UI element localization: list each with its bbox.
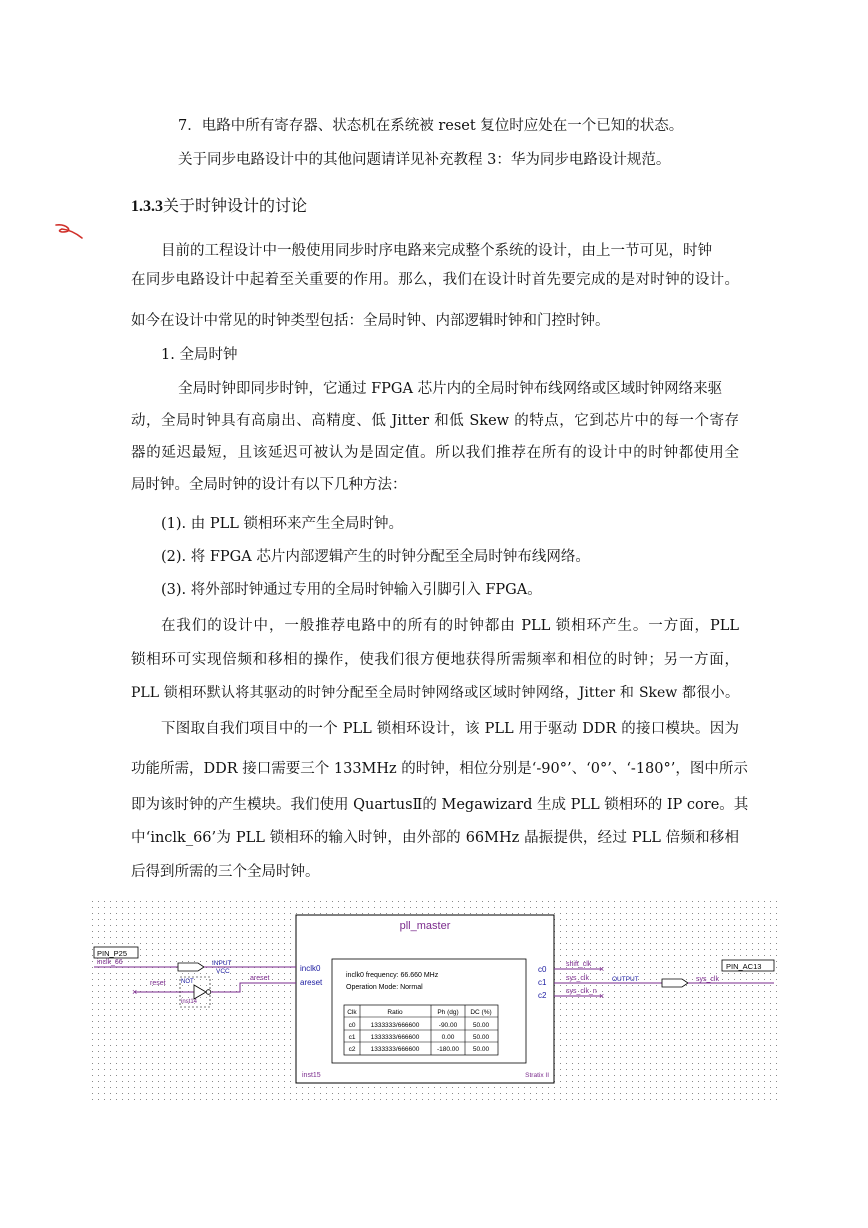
pin-in-signal: inclk_66 (97, 959, 123, 966)
table-cell: -180.00 (436, 1046, 460, 1053)
other-issues-line: 关于同步电路设计中的其他问题请详见补充教程 3：华为同步电路设计规范。 (178, 152, 671, 168)
not-label: NOT (181, 979, 194, 985)
info-frequency: inclk0 frequency: 66.660 MHz (346, 972, 439, 979)
c2-x-icon: × (599, 991, 605, 1001)
table-header-duty: DC (%) (470, 1009, 492, 1016)
reset-signal: reset (150, 980, 166, 987)
not-inst: inst14 (181, 999, 198, 1005)
section-title: 关于时钟设计的讨论 (163, 196, 308, 215)
table-cell: 0.00 (441, 1034, 455, 1041)
table-cell: c0 (348, 1022, 356, 1029)
input-label: INPUT (212, 960, 232, 967)
table-cell: 1333333/666600 (370, 1046, 420, 1053)
table-cell: c2 (348, 1046, 356, 1053)
vcc-label: VCC (216, 968, 230, 975)
method-1: (1). 由 PLL 锁相环来产生全局时钟。 (161, 516, 403, 532)
para3-line1: 在我们的设计中，一般推荐电路中的所有的时钟都由 PLL 锁相环产生。一方面，PLL (161, 618, 739, 634)
section-number: 1.3.3 (131, 198, 163, 215)
block-title: pll_master (399, 920, 451, 932)
para2-line2: 动，全局时钟具有高扇出、高精度、低 Jitter 和低 Skew 的特点，它到芯片中的每一个寄存 (131, 413, 739, 429)
reset-x-icon: × (132, 987, 138, 997)
out-shift-label: shift_clk (566, 961, 592, 968)
para1-line1: 目前的工程设计中一般使用同步时序电路来完成整个系统的设计，由上一节可见，时钟 (161, 243, 712, 259)
pin-out-signal: sys_clk (696, 976, 719, 983)
para1-line2: 在同步电路设计中起着至关重要的作用。那么，我们在设计时首先要完成的是对时钟的设计。 (131, 272, 739, 288)
clock-table (344, 1005, 498, 1055)
para4-line2: 功能所需，DDR 接口需要三个 133MHz 的时钟，相位分别是‘-90°’、‘0°’、‘-180°’，图中所示 (131, 761, 748, 777)
para4-line1: 下图取自我们项目中的一个 PLL 锁相环设计，该 PLL 用于驱动 DDR 的接口模块。因为 (161, 721, 739, 737)
info-mode: Operation Mode: Normal (346, 984, 423, 991)
item7-line: 7．电路中所有寄存器、状态机在系统被 reset 复位时应处在一个已知的状态。 (178, 118, 684, 134)
para4-line4: 中‘inclk_66’为 PLL 锁相环的输入时钟，由外部的 66MHz 晶振提供，经过 PLL 倍频和移相 (131, 830, 739, 846)
method-3: (3). 将外部时钟通过专用的全局时钟输入引脚引入 FPGA。 (161, 582, 542, 598)
para2-line4: 局时钟。全局时钟的设计有以下几种方法： (131, 477, 407, 493)
table-cell: 50.00 (472, 1046, 490, 1053)
port-c0: c0 (538, 965, 547, 974)
not-bubble (206, 990, 211, 995)
port-c2: c2 (538, 991, 547, 1000)
para1-line3: 如今在设计中常见的时钟类型包括：全局时钟、内部逻辑时钟和门控时钟。 (131, 313, 610, 329)
section-heading (131, 193, 307, 216)
port-c1: c1 (538, 978, 547, 987)
table-header-ratio: Ratio (387, 1009, 403, 1016)
table-cell: 1333333/666600 (370, 1022, 420, 1029)
out-sys-n-label: sys_clk_n (566, 988, 597, 995)
pin-in-name: PIN_P25 (97, 949, 128, 958)
para3-line3: PLL 锁相环默认将其驱动的时钟分配至全局时钟网络或区域时钟网络，Jitter 和 Skew 都很小。 (131, 685, 739, 701)
table-cell: -90.00 (438, 1022, 458, 1029)
para2-line1: 全局时钟即同步时钟，它通过 FPGA 芯片内的全局时钟布线网络或区域时钟网络来驱 (178, 381, 723, 397)
item1-title: 1. 全局时钟 (161, 347, 238, 363)
para3-line2: 锁相环可实现倍频和移相的操作，使我们很方便地获得所需频率和相位的时钟；另一方面， (131, 652, 739, 668)
areset-signal: areset (250, 975, 270, 982)
table-cell: 1333333/666600 (370, 1034, 420, 1041)
out-sys-label: sys_clk (566, 975, 589, 982)
method-2: (2). 将 FPGA 芯片内部逻辑产生的时钟分配至全局时钟布线网络。 (161, 549, 590, 565)
table-cell: 50.00 (472, 1022, 490, 1029)
table-header-phase: Ph (dg) (437, 1009, 459, 1016)
pin-out-name: PIN_AC13 (726, 962, 762, 971)
para4-line5: 后得到所需的三个全局时钟。 (131, 864, 320, 880)
family-label: Stratix II (525, 1072, 549, 1079)
table-cell: c1 (348, 1034, 356, 1041)
red-pen-mark (54, 222, 84, 244)
output-label: OUTPUT (612, 976, 639, 983)
table-cell: 50.00 (472, 1034, 490, 1041)
port-areset: areset (300, 978, 323, 987)
para4-line3: 即为该时钟的产生模块。我们使用 QuartusⅡ的 Megawizard 生成 PLL 锁相环的 IP core。其 (131, 797, 749, 813)
output-buffer (662, 979, 688, 987)
input-buffer (178, 963, 204, 971)
pll-schematic (90, 899, 780, 1101)
c0-x-icon: × (599, 964, 605, 974)
para2-line3: 器的延迟最短，且该延迟可被认为是固定值。所以我们推荐在所有的设计中的时钟都使用全 (131, 445, 739, 461)
table-header-clk: Clk (347, 1009, 357, 1016)
port-inclk0: inclk0 (300, 964, 321, 973)
inst-label: inst15 (302, 1072, 321, 1079)
